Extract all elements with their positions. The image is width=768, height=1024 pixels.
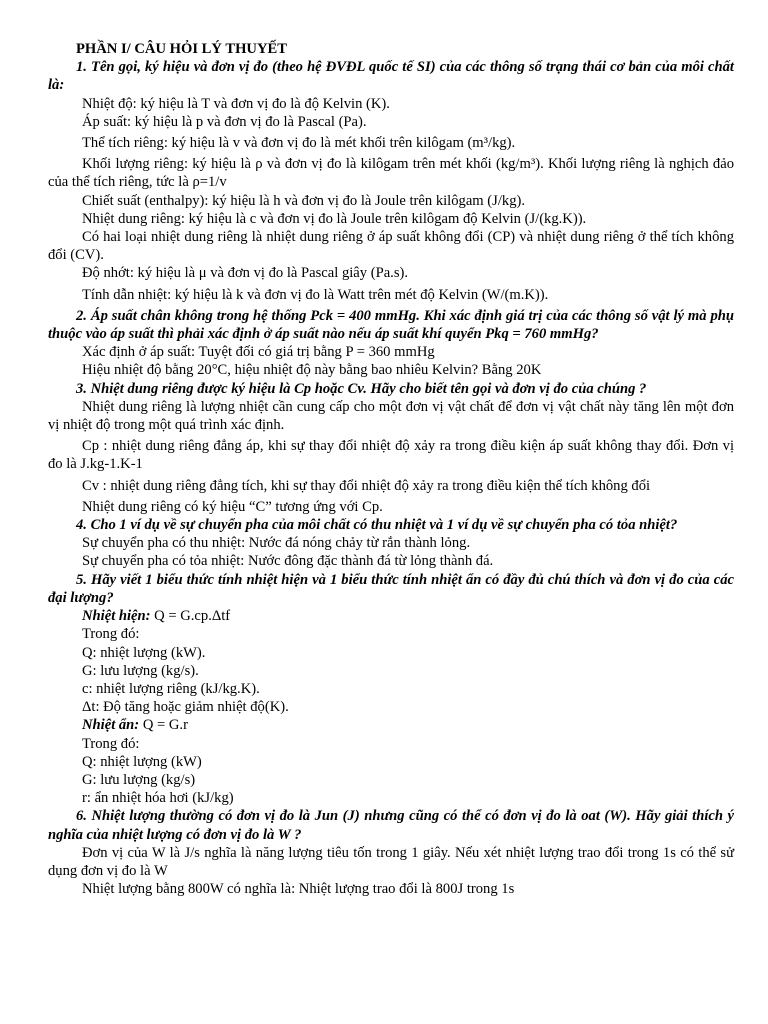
question-6-title: 6. Nhiệt lượng thường có đơn vị đo là Jun (J) nhưng cũng có thể có đơn vị đo là oat (W). Hãy giải thích ý nghĩa của nhiệt lượng có đơn vị đo là W ? <box>48 808 734 843</box>
q4-line-exothermic: Sự chuyển pha có tỏa nhiệt: Nước đông đặc thành đá từ lỏng thành đá. <box>82 553 494 570</box>
sensible-heat-formula: Q = G.cp.Δtf <box>154 608 231 625</box>
question-1-title: 1. Tên gọi, ký hiệu và đơn vị đo (theo hệ ĐVĐL quốc tế SI) của các thông số trạng thái cơ bản của môi chất là: <box>48 59 734 94</box>
q1-line-specific-heat: Nhiệt dung riêng: ký hiệu là c và đơn vị đo là Joule trên kilôgam độ Kelvin (J/(kg.K)). <box>82 210 587 227</box>
q5-sensible-c: c: nhiệt lượng riêng (kJ/kg.K). <box>82 680 260 697</box>
q5-sensible-g: G: lưu lượng (kg/s). <box>82 662 199 679</box>
q6-line-example: Nhiệt lượng bằng 800W có nghĩa là: Nhiệt lượng trao đổi là 800J trong 1s <box>82 881 515 898</box>
q3-line-symbol: Nhiệt dung riêng có ký hiệu “C” tương ứng với Cp. <box>82 498 383 515</box>
q5-latent-where: Trong đó: <box>82 735 140 752</box>
q1-line-conductivity: Tính dẫn nhiệt: ký hiệu là k và đơn vị đo là Watt trên mét độ Kelvin (W/(m.K)). <box>82 286 549 303</box>
question-5-title: 5. Hãy viết 1 biểu thức tính nhiệt hiện và 1 biểu thức tính nhiệt ẩn có đầy đủ chú thích và đơn vị đo của các đại lượng? <box>48 571 734 606</box>
q3-line-cp: Cp : nhiệt dung riêng đẳng áp, khi sự thay đổi nhiệt độ xảy ra trong điều kiện áp suất không thay đổi. Đơn vị đo là J.kg-1.K-1 <box>48 438 734 473</box>
q5-sensible-dt: Δt: Độ tăng hoặc giảm nhiệt độ(K). <box>82 699 289 716</box>
q3-line-definition: Nhiệt dung riêng là lượng nhiệt cần cung cấp cho một đơn vị vật chất để đơn vị vật chất này tăng lên một đơn vị nhiệt độ trong một quá trình xác định. <box>48 398 734 434</box>
q6-line-explanation: Đơn vị của W là J/s nghĩa là năng lượng tiêu tốn trong 1 giây. Nếu xét nhiệt lượng trao đổi trong 1s có thể sử dụng đơn vị đo là W <box>48 844 734 879</box>
q5-latent-r: r: ẩn nhiệt hóa hơi (kJ/kg) <box>82 790 234 807</box>
q1-line-enthalpy: Chiết suất (enthalpy): ký hiệu là h và đơn vị đo là Joule trên kilôgam (J/kg). <box>82 192 526 209</box>
latent-heat-formula: Q = G.r <box>142 717 188 734</box>
q1-line-pressure: Áp suất: ký hiệu là p và đơn vị đo là Pascal (Pa). <box>82 113 367 130</box>
q4-line-endothermic: Sự chuyển pha có thu nhiệt: Nước đá nóng chảy từ rắn thành lỏng. <box>82 535 471 552</box>
q1-line-viscosity: Độ nhớt: ký hiệu là μ và đơn vị đo là Pascal giây (Pa.s). <box>82 265 409 282</box>
q1-line-density: Khối lượng riêng: ký hiệu là ρ và đơn vị đo là kilôgam trên mét khối (kg/m³). Khối lượng riêng là nghịch đảo của thể tích riêng, tức là ρ=1/v <box>48 156 734 191</box>
q3-line-cv: Cv : nhiệt dung riêng đẳng tích, khi sự thay đổi nhiệt độ xảy ra trong điều kiện thể tích không đổi <box>82 477 651 494</box>
q1-line-specific-volume: Thể tích riêng: ký hiệu là v và đơn vị đo là mét khối trên kilôgam (m³/kg). <box>82 135 516 152</box>
latent-heat-label: Nhiệt ẩn: <box>82 717 140 734</box>
question-3-title: 3. Nhiệt dung riêng được ký hiệu là Cp hoặc Cv. Hãy cho biết tên gọi và đơn vị đo của chúng ? <box>76 380 647 397</box>
q1-line-heat-types: Có hai loại nhiệt dung riêng là nhiệt dung riêng ở áp suất không đổi (CP) và nhiệt dung riêng ở thể tích không đổi (CV). <box>48 229 734 264</box>
question-2-title: 2. Áp suất chân không trong hệ thống Pck = 400 mmHg. Khi xác định giá trị của các thông số vật lý mà phụ thuộc vào áp suất thì phải xác định ở áp suất nào nếu áp suất khí quyển Pkq = 760 mmHg? <box>48 307 734 343</box>
q5-latent-heat-row <box>48 716 734 734</box>
section-heading: PHẦN I/ CÂU HỎI LÝ THUYẾT <box>76 41 287 57</box>
q5-sensible-q: Q: nhiệt lượng (kW). <box>82 644 206 661</box>
q5-sensible-where: Trong đó: <box>82 626 140 643</box>
q5-sensible-heat-row <box>48 607 734 625</box>
q2-line-answer: Xác định ở áp suất: Tuyệt đối có giá trị bằng P = 360 mmHg <box>82 344 435 361</box>
q5-latent-g: G: lưu lượng (kg/s) <box>82 771 196 788</box>
question-4-title: 4. Cho 1 ví dụ về sự chuyển pha của môi chất có thu nhiệt và 1 ví dụ về sự chuyển pha có tỏa nhiệt? <box>76 517 678 534</box>
q1-line-temperature: Nhiệt độ: ký hiệu là T và đơn vị đo là độ Kelvin (K). <box>82 95 390 112</box>
q2-line-kelvin: Hiệu nhiệt độ bằng 20°C, hiệu nhiệt độ này bằng bao nhiêu Kelvin? Bằng 20K <box>82 362 542 379</box>
q5-latent-q: Q: nhiệt lượng (kW) <box>82 753 202 770</box>
sensible-heat-label: Nhiệt hiện: <box>82 608 151 625</box>
